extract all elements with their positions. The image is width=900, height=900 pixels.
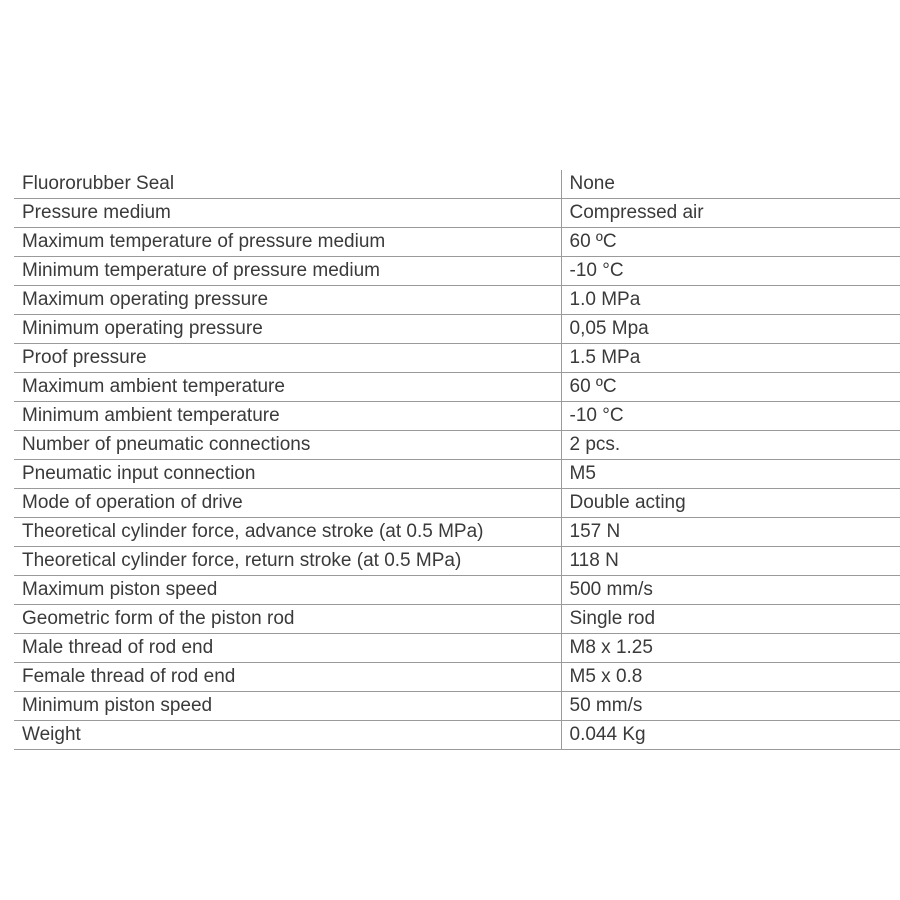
spec-label: Theoretical cylinder force, return stroke (at 0.5 MPa) (14, 547, 561, 576)
spec-value: Single rod (561, 605, 900, 634)
spec-value: -10 °C (561, 402, 900, 431)
spec-label: Minimum piston speed (14, 692, 561, 721)
spec-label: Maximum piston speed (14, 576, 561, 605)
spec-label: Minimum operating pressure (14, 315, 561, 344)
spec-label: Number of pneumatic connections (14, 431, 561, 460)
spec-value: 157 N (561, 518, 900, 547)
spec-label: Geometric form of the piston rod (14, 605, 561, 634)
spec-label: Minimum temperature of pressure medium (14, 257, 561, 286)
spec-label: Proof pressure (14, 344, 561, 373)
spec-value: M5 (561, 460, 900, 489)
spec-label: Fluororubber Seal (14, 170, 561, 199)
table-row (14, 692, 900, 721)
table-row (14, 489, 900, 518)
spec-value: None (561, 170, 900, 199)
spec-value: 2 pcs. (561, 431, 900, 460)
table-row (14, 634, 900, 663)
spec-label: Weight (14, 721, 561, 750)
spec-value: 1.5 MPa (561, 344, 900, 373)
spec-value: 0,05 Mpa (561, 315, 900, 344)
spec-label: Female thread of rod end (14, 663, 561, 692)
spec-value: Double acting (561, 489, 900, 518)
spec-value: 1.0 MPa (561, 286, 900, 315)
spec-value: 0.044 Kg (561, 721, 900, 750)
table-row (14, 373, 900, 402)
spec-value: M5 x 0.8 (561, 663, 900, 692)
spec-value: 60 ºC (561, 228, 900, 257)
table-row (14, 721, 900, 750)
spec-value: Compressed air (561, 199, 900, 228)
spec-label: Maximum temperature of pressure medium (14, 228, 561, 257)
table-row (14, 228, 900, 257)
spec-label: Minimum ambient temperature (14, 402, 561, 431)
table-row (14, 576, 900, 605)
table-row (14, 605, 900, 634)
spec-table-body (14, 170, 900, 750)
spec-value: 500 mm/s (561, 576, 900, 605)
table-row (14, 402, 900, 431)
spec-table (14, 170, 900, 750)
table-row (14, 257, 900, 286)
spec-value: 118 N (561, 547, 900, 576)
spec-label: Maximum ambient temperature (14, 373, 561, 402)
spec-label: Pneumatic input connection (14, 460, 561, 489)
spec-label: Male thread of rod end (14, 634, 561, 663)
table-row (14, 547, 900, 576)
table-row (14, 518, 900, 547)
spec-value: -10 °C (561, 257, 900, 286)
table-row (14, 460, 900, 489)
table-row (14, 431, 900, 460)
table-row (14, 315, 900, 344)
table-row (14, 663, 900, 692)
spec-value: 50 mm/s (561, 692, 900, 721)
spec-label: Theoretical cylinder force, advance stroke (at 0.5 MPa) (14, 518, 561, 547)
table-row (14, 199, 900, 228)
spec-value: 60 ºC (561, 373, 900, 402)
table-row (14, 170, 900, 199)
table-row (14, 344, 900, 373)
spec-label: Pressure medium (14, 199, 561, 228)
table-row (14, 286, 900, 315)
spec-value: M8 x 1.25 (561, 634, 900, 663)
spec-label: Maximum operating pressure (14, 286, 561, 315)
spec-label: Mode of operation of drive (14, 489, 561, 518)
